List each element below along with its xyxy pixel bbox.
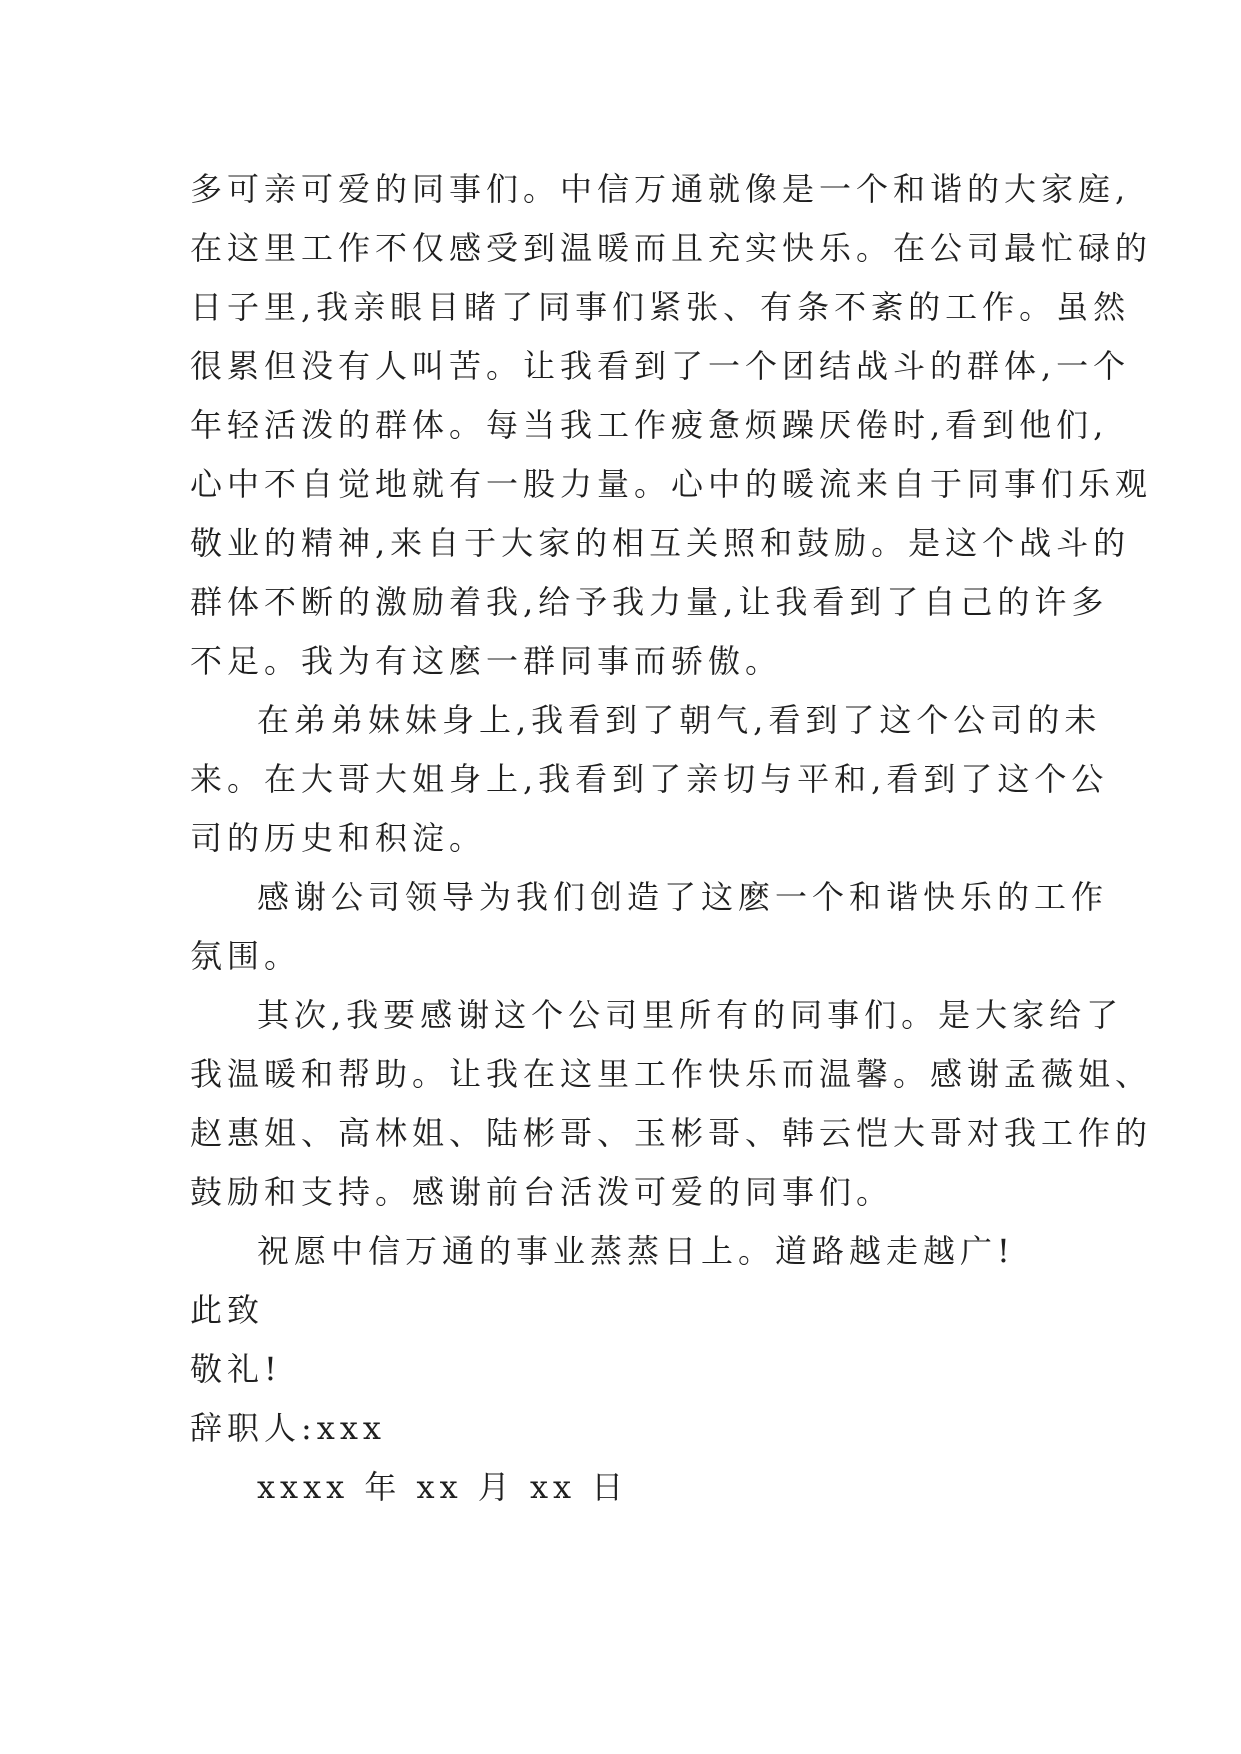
body-line: 其次,我要感谢这个公司里所有的同事们。是大家给了: [257, 996, 1124, 1034]
body-line: 不足。我为有这麽一群同事而骄傲。: [190, 642, 783, 680]
body-line: 感谢公司领导为我们创造了这麽一个和谐快乐的工作: [257, 878, 1109, 916]
letter-body: [190, 160, 1153, 1517]
body-line: 群体不断的激励着我,给予我力量,让我看到了自己的许多: [190, 583, 1109, 621]
body-line: 年轻活泼的群体。每当我工作疲惫烦躁厌倦时,看到他们,: [190, 406, 1109, 444]
body-line: 心中不自觉地就有一股力量。心中的暖流来自于同事们乐观: [190, 465, 1153, 503]
body-line: 很累但没有人叫苦。让我看到了一个团结战斗的群体,一个: [190, 347, 1131, 385]
salutation-line: 此致: [190, 1291, 265, 1329]
body-line: 多可亲可爱的同事们。中信万通就像是一个和谐的大家庭,: [190, 170, 1131, 208]
body-line: 氛围。: [190, 937, 302, 975]
body-line: 赵惠姐、高林姐、陆彬哥、玉彬哥、韩云恺大哥对我工作的: [190, 1114, 1153, 1152]
salutation-line: 敬礼!: [190, 1350, 282, 1388]
closing-wish: 祝愿中信万通的事业蒸蒸日上。道路越走越广!: [257, 1232, 1015, 1270]
body-line: 来。在大哥大姐身上,我看到了亲切与平和,看到了这个公: [190, 760, 1109, 798]
body-line: 在弟弟妹妹身上,我看到了朝气,看到了这个公司的未: [257, 701, 1102, 739]
body-line: 鼓励和支持。感谢前台活泼可爱的同事们。: [190, 1173, 894, 1211]
body-line: 日子里,我亲眼目睹了同事们紧张、有条不紊的工作。虽然: [190, 288, 1131, 326]
body-line: 敬业的精神,来自于大家的相互关照和鼓励。是这个战斗的: [190, 524, 1131, 562]
body-line: 我温暖和帮助。让我在这里工作快乐而温馨。感谢孟薇姐、: [190, 1055, 1153, 1093]
body-line: 司的历史和积淀。: [190, 819, 487, 857]
body-line: 在这里工作不仅感受到温暖而且充实快乐。在公司最忙碌的: [190, 229, 1153, 267]
date-line: xxxx 年 xx 月 xx 日: [257, 1468, 629, 1506]
signature-line: 辞职人:xxx: [190, 1409, 386, 1447]
